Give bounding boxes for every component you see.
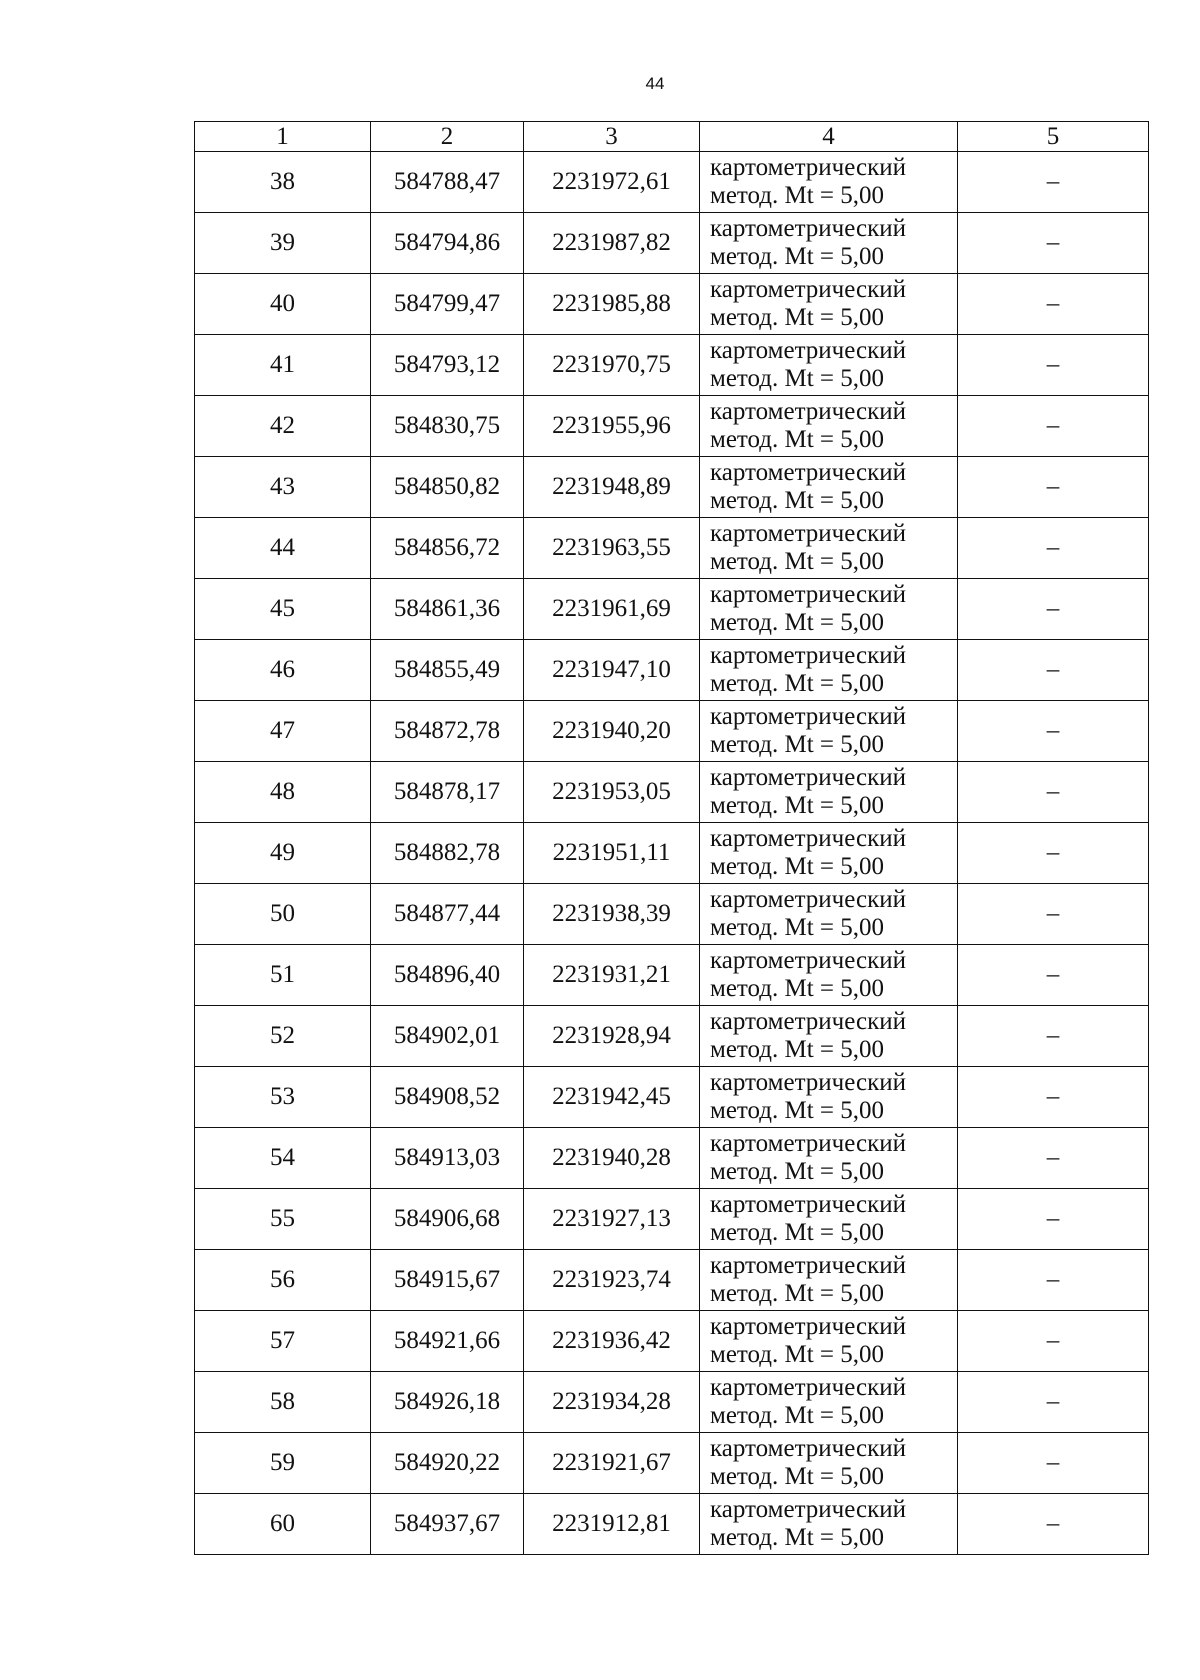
- method-line-2: метод. Mt = 5,00: [710, 1402, 885, 1429]
- method-line-2: метод. Mt = 5,00: [710, 243, 885, 270]
- method-cell: [700, 640, 958, 701]
- table-row: [195, 213, 1149, 274]
- column-5-cell: –: [958, 1433, 1149, 1494]
- y-coordinate-cell: 2231934,28: [524, 1372, 700, 1433]
- y-coordinate-cell: 2231942,45: [524, 1067, 700, 1128]
- method-line-2: метод. Mt = 5,00: [710, 1341, 885, 1368]
- point-number-cell: 43: [195, 457, 371, 518]
- table-header: [195, 122, 1149, 152]
- method-line-2: метод. Mt = 5,00: [710, 487, 885, 514]
- header-row: [195, 122, 1149, 152]
- table-row: [195, 396, 1149, 457]
- y-coordinate-cell: 2231921,67: [524, 1433, 700, 1494]
- header-col-5: 5: [958, 122, 1149, 152]
- point-number-cell: 50: [195, 884, 371, 945]
- table-row: [195, 1128, 1149, 1189]
- y-coordinate-cell: 2231948,89: [524, 457, 700, 518]
- point-number-cell: 53: [195, 1067, 371, 1128]
- column-5-cell: –: [958, 884, 1149, 945]
- method-cell: [700, 1372, 958, 1433]
- point-number-cell: 47: [195, 701, 371, 762]
- x-coordinate-cell: 584830,75: [371, 396, 524, 457]
- method-line-2: метод. Mt = 5,00: [710, 1158, 885, 1185]
- method-line-2: метод. Mt = 5,00: [710, 1280, 885, 1307]
- method-line-1: картометрический: [710, 1374, 906, 1401]
- point-number-cell: 48: [195, 762, 371, 823]
- method-line-2: метод. Mt = 5,00: [710, 670, 885, 697]
- x-coordinate-cell: 584896,40: [371, 945, 524, 1006]
- method-line-1: картометрический: [710, 1496, 906, 1523]
- y-coordinate-cell: 2231987,82: [524, 213, 700, 274]
- table-body: [195, 152, 1149, 1555]
- column-5-cell: –: [958, 640, 1149, 701]
- column-5-cell: –: [958, 1494, 1149, 1555]
- x-coordinate-cell: 584799,47: [371, 274, 524, 335]
- method-line-2: метод. Mt = 5,00: [710, 1219, 885, 1246]
- point-number-cell: 57: [195, 1311, 371, 1372]
- x-coordinate-cell: 584861,36: [371, 579, 524, 640]
- x-coordinate-cell: 584921,66: [371, 1311, 524, 1372]
- table-row: [195, 640, 1149, 701]
- method-line-2: метод. Mt = 5,00: [710, 731, 885, 758]
- column-5-cell: –: [958, 152, 1149, 213]
- method-cell: [700, 945, 958, 1006]
- method-line-1: картометрический: [710, 1252, 906, 1279]
- table-row: [195, 579, 1149, 640]
- method-line-2: метод. Mt = 5,00: [710, 365, 885, 392]
- point-number-cell: 38: [195, 152, 371, 213]
- table-row: [195, 274, 1149, 335]
- column-5-cell: –: [958, 274, 1149, 335]
- method-line-2: метод. Mt = 5,00: [710, 548, 885, 575]
- y-coordinate-cell: 2231912,81: [524, 1494, 700, 1555]
- column-5-cell: –: [958, 1311, 1149, 1372]
- point-number-cell: 51: [195, 945, 371, 1006]
- column-5-cell: –: [958, 1372, 1149, 1433]
- table-row: [195, 1006, 1149, 1067]
- table-row: [195, 1372, 1149, 1433]
- point-number-cell: 60: [195, 1494, 371, 1555]
- x-coordinate-cell: 584906,68: [371, 1189, 524, 1250]
- column-5-cell: –: [958, 396, 1149, 457]
- y-coordinate-cell: 2231947,10: [524, 640, 700, 701]
- method-line-1: картометрический: [710, 398, 906, 425]
- method-cell: [700, 1006, 958, 1067]
- method-line-1: картометрический: [710, 276, 906, 303]
- method-line-2: метод. Mt = 5,00: [710, 304, 885, 331]
- method-line-1: картометрический: [710, 337, 906, 364]
- column-5-cell: –: [958, 762, 1149, 823]
- table-row: [195, 762, 1149, 823]
- x-coordinate-cell: 584794,86: [371, 213, 524, 274]
- method-cell: [700, 1311, 958, 1372]
- header-col-3: 3: [524, 122, 700, 152]
- method-cell: [700, 396, 958, 457]
- column-5-cell: –: [958, 1189, 1149, 1250]
- column-5-cell: –: [958, 1067, 1149, 1128]
- table-row: [195, 823, 1149, 884]
- method-cell: [700, 335, 958, 396]
- x-coordinate-cell: 584855,49: [371, 640, 524, 701]
- method-line-1: картометрический: [710, 1191, 906, 1218]
- y-coordinate-cell: 2231940,20: [524, 701, 700, 762]
- method-line-2: метод. Mt = 5,00: [710, 1097, 885, 1124]
- method-line-1: картометрический: [710, 1313, 906, 1340]
- x-coordinate-cell: 584872,78: [371, 701, 524, 762]
- method-cell: [700, 701, 958, 762]
- x-coordinate-cell: 584913,03: [371, 1128, 524, 1189]
- method-line-1: картометрический: [710, 1130, 906, 1157]
- method-cell: [700, 1189, 958, 1250]
- point-number-cell: 45: [195, 579, 371, 640]
- x-coordinate-cell: 584902,01: [371, 1006, 524, 1067]
- method-cell: [700, 274, 958, 335]
- header-col-2: 2: [371, 122, 524, 152]
- header-col-4: 4: [700, 122, 958, 152]
- method-line-1: картометрический: [710, 1069, 906, 1096]
- y-coordinate-cell: 2231972,61: [524, 152, 700, 213]
- y-coordinate-cell: 2231928,94: [524, 1006, 700, 1067]
- column-5-cell: –: [958, 335, 1149, 396]
- column-5-cell: –: [958, 518, 1149, 579]
- method-cell: [700, 884, 958, 945]
- x-coordinate-cell: 584856,72: [371, 518, 524, 579]
- point-number-cell: 59: [195, 1433, 371, 1494]
- method-line-2: метод. Mt = 5,00: [710, 853, 885, 880]
- point-number-cell: 55: [195, 1189, 371, 1250]
- table-row: [195, 335, 1149, 396]
- method-cell: [700, 1433, 958, 1494]
- y-coordinate-cell: 2231961,69: [524, 579, 700, 640]
- column-5-cell: –: [958, 579, 1149, 640]
- column-5-cell: –: [958, 457, 1149, 518]
- x-coordinate-cell: 584926,18: [371, 1372, 524, 1433]
- point-number-cell: 42: [195, 396, 371, 457]
- table-row: [195, 1067, 1149, 1128]
- method-line-2: метод. Mt = 5,00: [710, 182, 885, 209]
- table-row: [195, 457, 1149, 518]
- method-line-1: картометрический: [710, 642, 906, 669]
- x-coordinate-cell: 584920,22: [371, 1433, 524, 1494]
- x-coordinate-cell: 584878,17: [371, 762, 524, 823]
- method-cell: [700, 1067, 958, 1128]
- method-cell: [700, 579, 958, 640]
- table-row: [195, 1433, 1149, 1494]
- y-coordinate-cell: 2231953,05: [524, 762, 700, 823]
- column-5-cell: –: [958, 701, 1149, 762]
- method-cell: [700, 1128, 958, 1189]
- column-5-cell: –: [958, 1250, 1149, 1311]
- x-coordinate-cell: 584908,52: [371, 1067, 524, 1128]
- x-coordinate-cell: 584850,82: [371, 457, 524, 518]
- point-number-cell: 56: [195, 1250, 371, 1311]
- point-number-cell: 58: [195, 1372, 371, 1433]
- y-coordinate-cell: 2231951,11: [524, 823, 700, 884]
- method-line-2: метод. Mt = 5,00: [710, 792, 885, 819]
- point-number-cell: 54: [195, 1128, 371, 1189]
- y-coordinate-cell: 2231936,42: [524, 1311, 700, 1372]
- x-coordinate-cell: 584788,47: [371, 152, 524, 213]
- y-coordinate-cell: 2231955,96: [524, 396, 700, 457]
- y-coordinate-cell: 2231923,74: [524, 1250, 700, 1311]
- method-line-1: картометрический: [710, 825, 906, 852]
- method-line-1: картометрический: [710, 703, 906, 730]
- y-coordinate-cell: 2231985,88: [524, 274, 700, 335]
- x-coordinate-cell: 584915,67: [371, 1250, 524, 1311]
- method-line-1: картометрический: [710, 215, 906, 242]
- table-row: [195, 701, 1149, 762]
- method-line-2: метод. Mt = 5,00: [710, 609, 885, 636]
- method-line-2: метод. Mt = 5,00: [710, 914, 885, 941]
- method-line-1: картометрический: [710, 581, 906, 608]
- header-col-1: 1: [195, 122, 371, 152]
- method-cell: [700, 213, 958, 274]
- method-cell: [700, 518, 958, 579]
- y-coordinate-cell: 2231963,55: [524, 518, 700, 579]
- method-cell: [700, 457, 958, 518]
- point-number-cell: 44: [195, 518, 371, 579]
- method-line-1: картометрический: [710, 764, 906, 791]
- table-row: [195, 884, 1149, 945]
- point-number-cell: 41: [195, 335, 371, 396]
- table-row: [195, 518, 1149, 579]
- table-row: [195, 152, 1149, 213]
- column-5-cell: –: [958, 945, 1149, 1006]
- y-coordinate-cell: 2231927,13: [524, 1189, 700, 1250]
- method-line-2: метод. Mt = 5,00: [710, 975, 885, 1002]
- method-line-2: метод. Mt = 5,00: [710, 1524, 885, 1551]
- y-coordinate-cell: 2231931,21: [524, 945, 700, 1006]
- method-line-1: картометрический: [710, 1435, 906, 1462]
- method-cell: [700, 1250, 958, 1311]
- method-line-2: метод. Mt = 5,00: [710, 426, 885, 453]
- table-row: [195, 1494, 1149, 1555]
- table-row: [195, 1189, 1149, 1250]
- method-line-1: картометрический: [710, 459, 906, 486]
- method-cell: [700, 762, 958, 823]
- point-number-cell: 46: [195, 640, 371, 701]
- column-5-cell: –: [958, 213, 1149, 274]
- coordinates-table: [194, 121, 1149, 1555]
- method-line-2: метод. Mt = 5,00: [710, 1036, 885, 1063]
- method-line-1: картометрический: [710, 520, 906, 547]
- method-line-2: метод. Mt = 5,00: [710, 1463, 885, 1490]
- point-number-cell: 40: [195, 274, 371, 335]
- point-number-cell: 49: [195, 823, 371, 884]
- column-5-cell: –: [958, 1128, 1149, 1189]
- x-coordinate-cell: 584882,78: [371, 823, 524, 884]
- y-coordinate-cell: 2231940,28: [524, 1128, 700, 1189]
- method-cell: [700, 152, 958, 213]
- x-coordinate-cell: 584937,67: [371, 1494, 524, 1555]
- method-line-1: картометрический: [710, 886, 906, 913]
- column-5-cell: –: [958, 1006, 1149, 1067]
- point-number-cell: 39: [195, 213, 371, 274]
- table-row: [195, 1311, 1149, 1372]
- page-number: 44: [645, 74, 665, 93]
- x-coordinate-cell: 584877,44: [371, 884, 524, 945]
- method-cell: [700, 1494, 958, 1555]
- y-coordinate-cell: 2231938,39: [524, 884, 700, 945]
- point-number-cell: 52: [195, 1006, 371, 1067]
- method-line-1: картометрический: [710, 947, 906, 974]
- table-row: [195, 1250, 1149, 1311]
- y-coordinate-cell: 2231970,75: [524, 335, 700, 396]
- method-line-1: картометрический: [710, 1008, 906, 1035]
- method-cell: [700, 823, 958, 884]
- x-coordinate-cell: 584793,12: [371, 335, 524, 396]
- table-row: [195, 945, 1149, 1006]
- method-line-1: картометрический: [710, 154, 906, 181]
- column-5-cell: –: [958, 823, 1149, 884]
